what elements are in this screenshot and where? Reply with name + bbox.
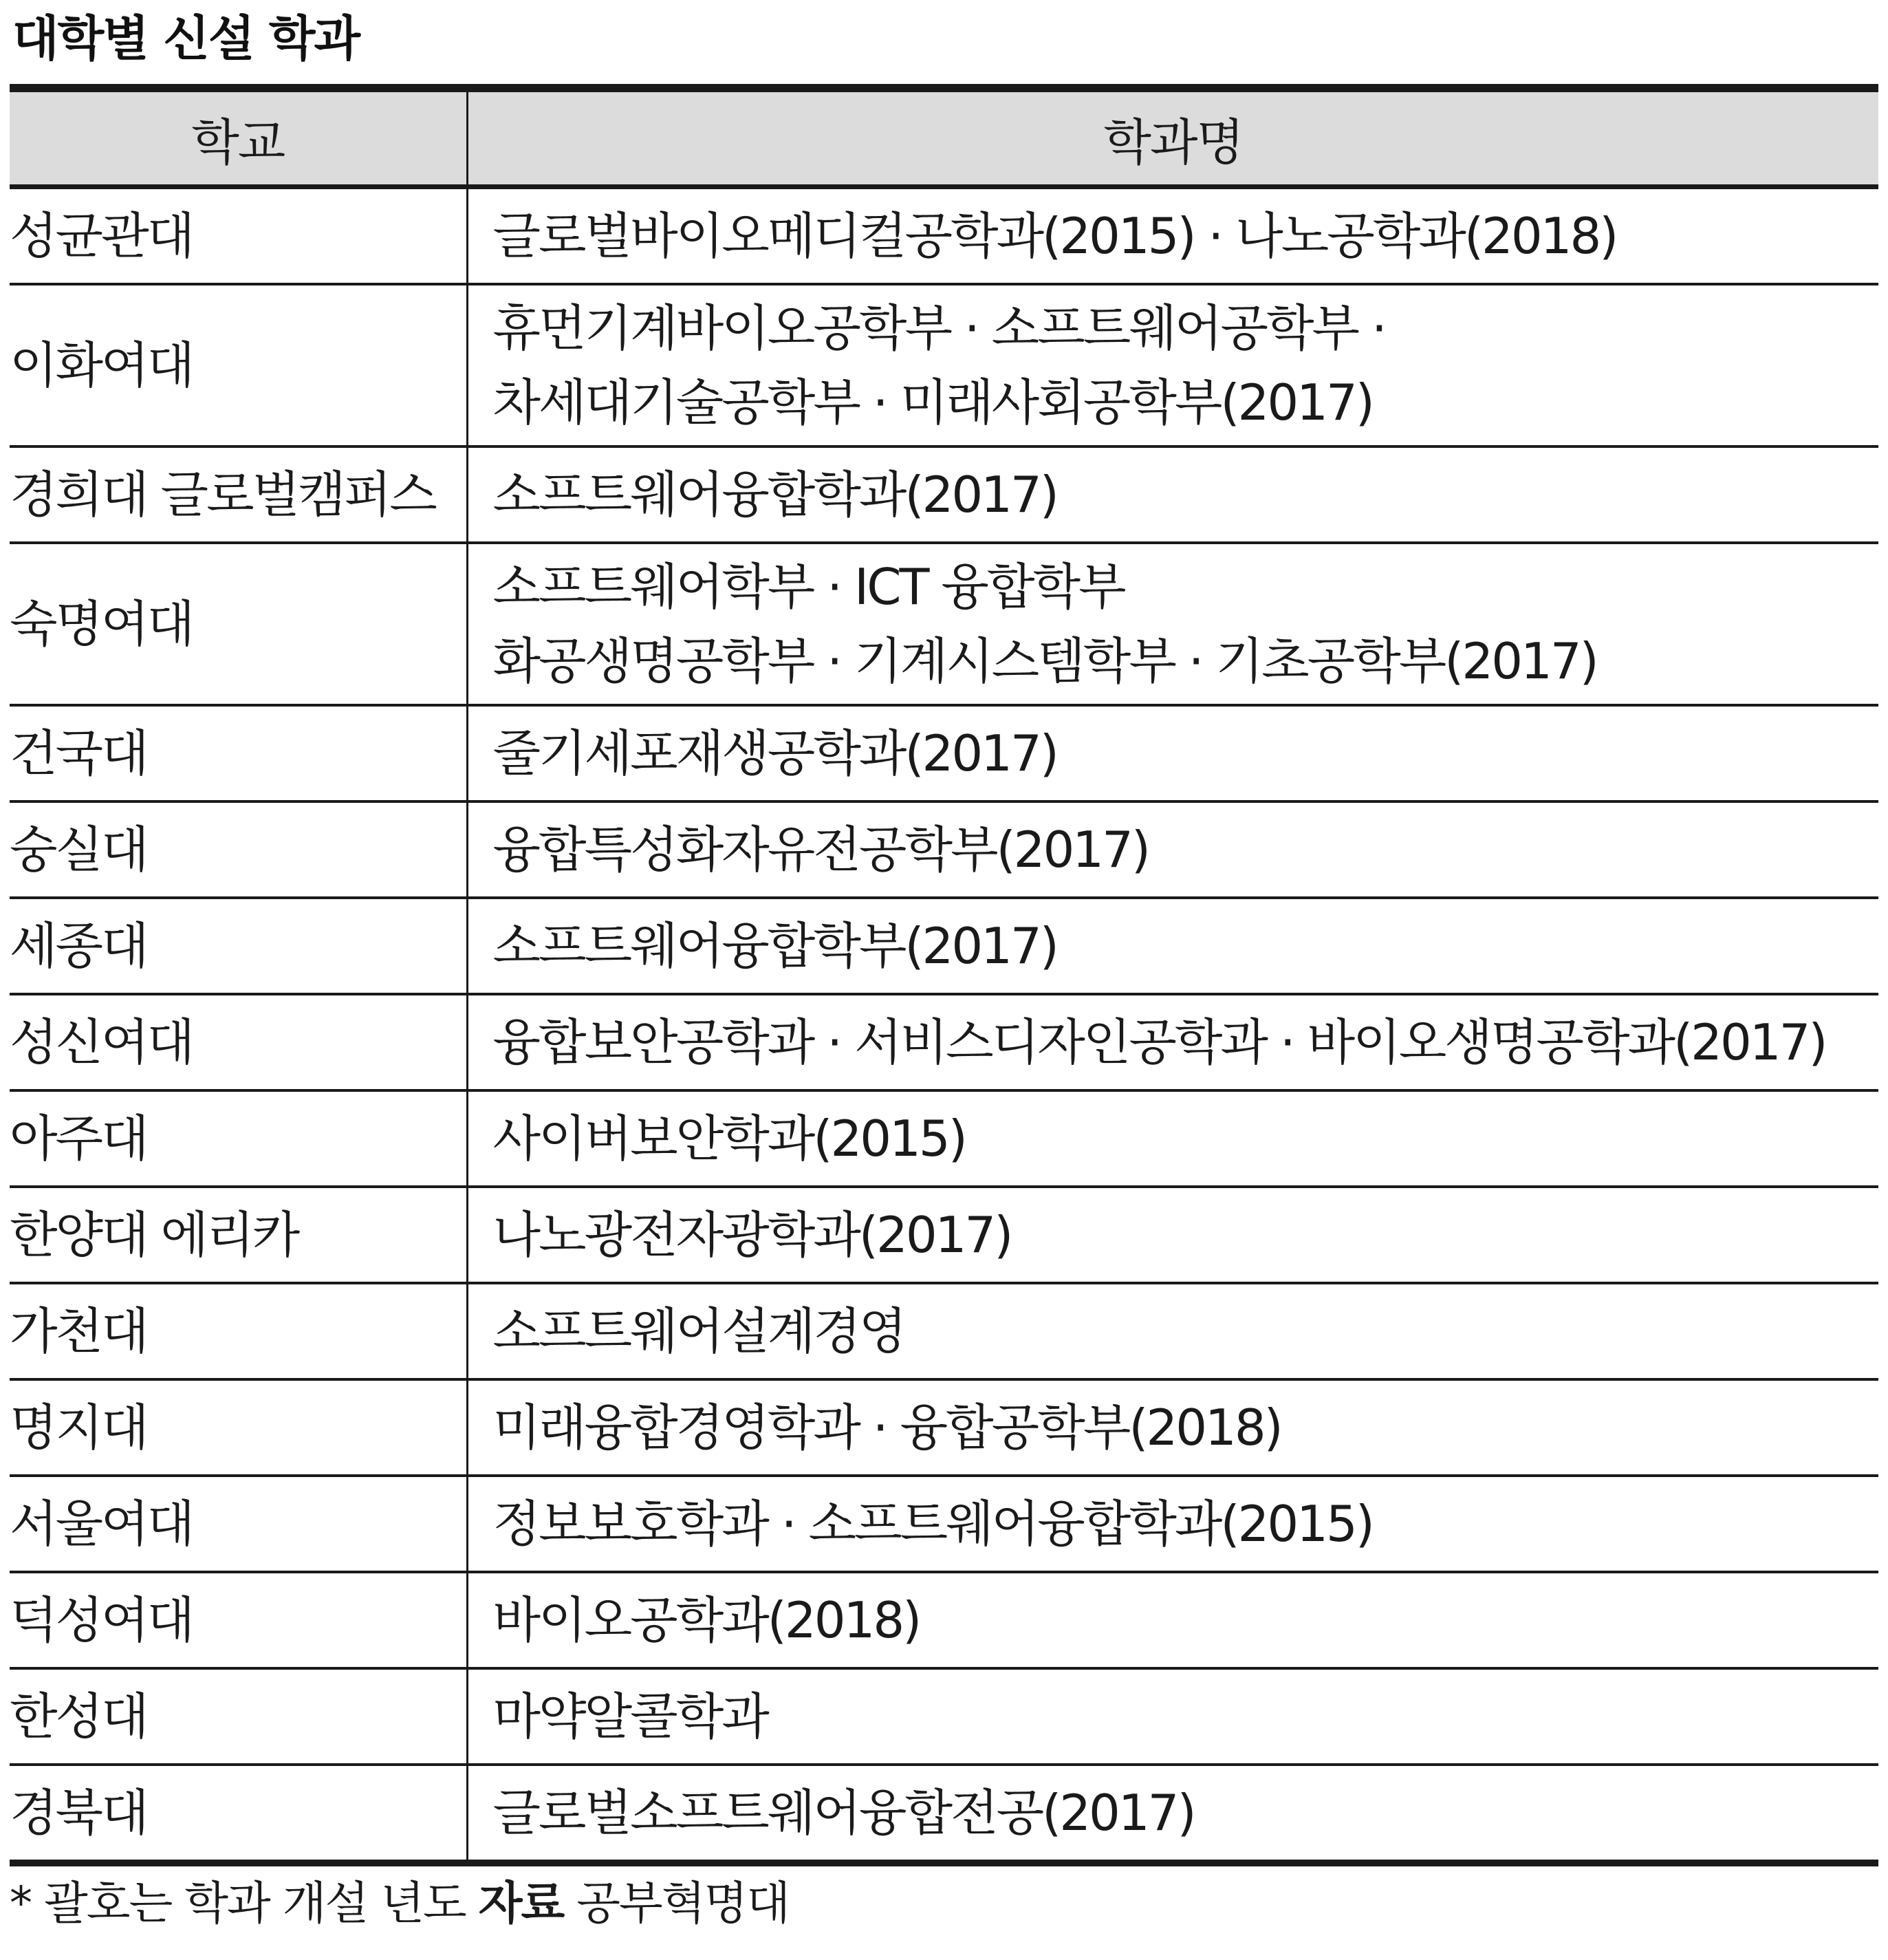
- table-row: [10, 1283, 1878, 1379]
- dept-line: 미래융합경영학과 · 융합공학부(2018): [492, 1399, 1281, 1456]
- footnote-text: * 괄호는 학과 개설 년도: [10, 1877, 479, 1930]
- dept-line: 나노광전자광학과(2017): [492, 1206, 1012, 1264]
- table-row: [10, 705, 1878, 801]
- dept-line: 융합보안공학과 · 서비스디자인공학과 · 바이오생명공학과(2017): [492, 1013, 1826, 1071]
- dept-cell: [467, 1572, 1878, 1668]
- table-row: [10, 187, 1878, 285]
- school-cell: 세종대: [10, 898, 467, 994]
- table-row: [10, 898, 1878, 994]
- school-cell: 성신여대: [10, 994, 467, 1090]
- dept-line: 정보보호학과 · 소프트웨어융합학과(2015): [492, 1495, 1373, 1553]
- school-cell: 한성대: [10, 1668, 467, 1765]
- dept-line: 융합특성화자유전공학부(2017): [492, 821, 1149, 879]
- table-row: [10, 1572, 1878, 1668]
- dept-cell: [467, 543, 1878, 705]
- header-row: [10, 92, 1878, 187]
- table-row: [10, 994, 1878, 1090]
- dept-line: 사이버보안학과(2015): [492, 1110, 966, 1167]
- dept-line: 소프트웨어학부 · ICT 융합학부: [492, 558, 1125, 616]
- dept-cell: [467, 1283, 1878, 1379]
- dept-cell: [467, 898, 1878, 994]
- dept-cell: [467, 1765, 1878, 1863]
- dept-line: 줄기세포재생공학과(2017): [492, 724, 1057, 782]
- dept-line: 바이오공학과(2018): [492, 1591, 920, 1649]
- school-cell: 한양대 에리카: [10, 1187, 467, 1283]
- dept-line: 글로벌바이오메디컬공학과(2015) · 나노공학과(2018): [492, 207, 1617, 265]
- dept-line: 마약알콜학과: [492, 1688, 768, 1745]
- table-row: [10, 1765, 1878, 1863]
- school-cell: 이화여대: [10, 284, 467, 446]
- table-row: [10, 284, 1878, 446]
- dept-line: 소프트웨어융합학부(2017): [492, 917, 1057, 975]
- dept-cell: [467, 1476, 1878, 1572]
- school-cell: 아주대: [10, 1090, 467, 1187]
- header-dept: 학과명: [467, 92, 1878, 187]
- dept-cell: [467, 284, 1878, 446]
- dept-line: 휴먼기계바이오공학부 · 소프트웨어공학부 ·: [492, 299, 1385, 357]
- table-row: [10, 801, 1878, 898]
- dept-cell: [467, 1187, 1878, 1283]
- footnote: [10, 1869, 1878, 1938]
- table-row: [10, 1187, 1878, 1283]
- school-cell: 숙명여대: [10, 543, 467, 705]
- departments-table: [10, 92, 1878, 1866]
- table-row: [10, 1668, 1878, 1765]
- school-cell: 덕성여대: [10, 1572, 467, 1668]
- school-cell: 건국대: [10, 705, 467, 801]
- footnote-source: 공부혁명대: [563, 1877, 789, 1930]
- school-cell: 숭실대: [10, 801, 467, 898]
- dept-cell: [467, 994, 1878, 1090]
- dept-line: 소프트웨어설계경영: [492, 1302, 905, 1360]
- table-row: [10, 543, 1878, 705]
- table-row: [10, 446, 1878, 543]
- table-body: [10, 187, 1878, 1864]
- dept-cell: [467, 1090, 1878, 1187]
- dept-line: 소프트웨어융합학과(2017): [492, 466, 1057, 524]
- footnote-source-label: 자료: [478, 1877, 564, 1930]
- top-rule: [10, 84, 1878, 92]
- school-cell: 가천대: [10, 1283, 467, 1379]
- dept-line: 화공생명공학부 · 기계시스템학부 · 기초공학부(2017): [492, 632, 1597, 690]
- table-row: [10, 1090, 1878, 1187]
- school-cell: 명지대: [10, 1379, 467, 1476]
- dept-cell: [467, 705, 1878, 801]
- school-cell: 경희대 글로벌캠퍼스: [10, 446, 467, 543]
- school-cell: 경북대: [10, 1765, 467, 1863]
- dept-line: 차세대기술공학부 · 미래사회공학부(2017): [492, 374, 1373, 431]
- table-row: [10, 1379, 1878, 1476]
- table-title: 대학별 신설 학과: [12, 10, 360, 67]
- school-cell: 성균관대: [10, 187, 467, 285]
- header-school: 학교: [10, 92, 467, 187]
- page: [0, 4, 1888, 1960]
- dept-cell: [467, 187, 1878, 285]
- dept-cell: [467, 1379, 1878, 1476]
- dept-cell: [467, 446, 1878, 543]
- school-cell: 서울여대: [10, 1476, 467, 1572]
- dept-cell: [467, 801, 1878, 898]
- dept-cell: [467, 1668, 1878, 1765]
- dept-line: 글로벌소프트웨어융합전공(2017): [492, 1784, 1195, 1842]
- table-row: [10, 1476, 1878, 1572]
